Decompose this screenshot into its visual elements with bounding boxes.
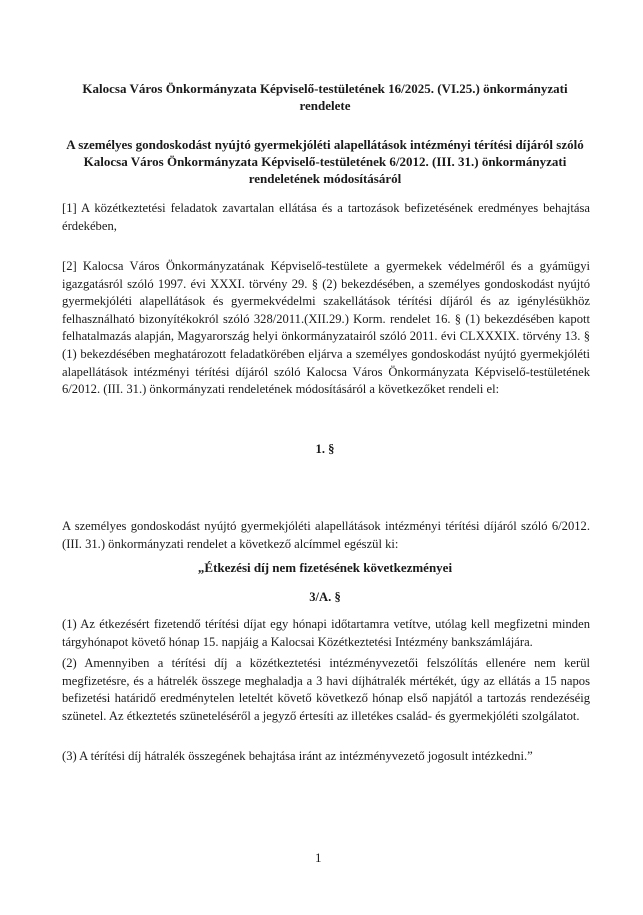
regulation-subtitle: A személyes gondoskodást nyújtó gyermekjóléti alapellátások intézményi térítési díjáról szóló Kalocsa Város Önkormányzata Képviselő-testületének 6/2012. (III. 31.) önkormányzati rendeletének módosításáról	[66, 137, 584, 186]
section-1-text: A személyes gondoskodást nyújtó gyermekjóléti alapellátások intézményi térítési díjáról szóló 6/2012. (III. 31.) önkormányzati rendelet a következő alcímmel egészül ki:	[62, 519, 590, 551]
preamble-paragraph-2: [2] Kalocsa Város Önkormányzatának Képviselő-testülete a gyermekek védelméről és a gyámügyi igazgatásról szóló 1997. évi XXXI. törvény 29. § (2) bekezdésében, a személyes gondoskodást nyújtó gyermekjóléti alapellátások és gyermekvédelmi szakellátások térítési díjáról és az igénylésükhöz felhasználható bizonyítékokról szóló 328/2011.(XII.29.) Korm. rendelet 16. § (1) bekezdésében kapott felhatalmazás alapján, Magyarország helyi önkormányzatairól szóló 2011. évi CLXXXIX. törvény 13. § (1) bekezdésében meghatározott feladatkörében eljárva a személyes gondoskodást nyújtó gyermekjóléti alapellátások intézményi térítési díjáról szóló Kalocsa Város Önkormányzata Képviselő-testületének 6/2012. (III. 31.) önkormányzati rendeletének módosításáról a következőket rendeli el:	[62, 259, 590, 397]
section-1-heading: 1. §	[315, 442, 335, 456]
page-number: 1	[315, 850, 322, 865]
section-3a-heading: 3/A. §	[309, 590, 341, 604]
preamble-paragraph-1: [1] A közétkeztetési feladatok zavartalan ellátása és a tartozások befizetésének eredményes behajtása érdekében,	[62, 201, 590, 233]
inserted-subtitle: „Étkezési díj nem fizetésének következményei	[197, 560, 453, 575]
section-3a-paragraph-1: (1) Az étkezésért fizetendő térítési díjat egy hónapi időtartamra vetítve, utólag kell megfizetni minden tárgyhónapot követő hónap 15. napjáig a Kalocsai Közétkeztetési Intézmény bankszámlájára.	[62, 617, 590, 649]
regulation-title: Kalocsa Város Önkormányzata Képviselő-testületének 16/2025. (VI.25.) önkormányzati rendelete	[82, 81, 568, 113]
section-3a-paragraph-2: (2) Amennyiben a térítési díj a közétkeztetési intézményvezetői felszólítás ellenére nem kerül megfizetésre, és a hátrelék összege meghaladja a 3 havi díjhátralék mértékét, úgy az ellátás a 15 napos befizetési határidő eredménytelen leteltét követő következő hónap első napjától a tartozás rendezéséig szünetel. Az étkeztetés szüneteléséről a jegyző értesíti az illetékes család- és gyermekjóléti szolgálatot.	[62, 656, 590, 723]
section-3a-paragraph-3: (3) A térítési díj hátralék összegének behajtása iránt az intézményvezető jogosult intézkedni.”	[62, 749, 533, 763]
